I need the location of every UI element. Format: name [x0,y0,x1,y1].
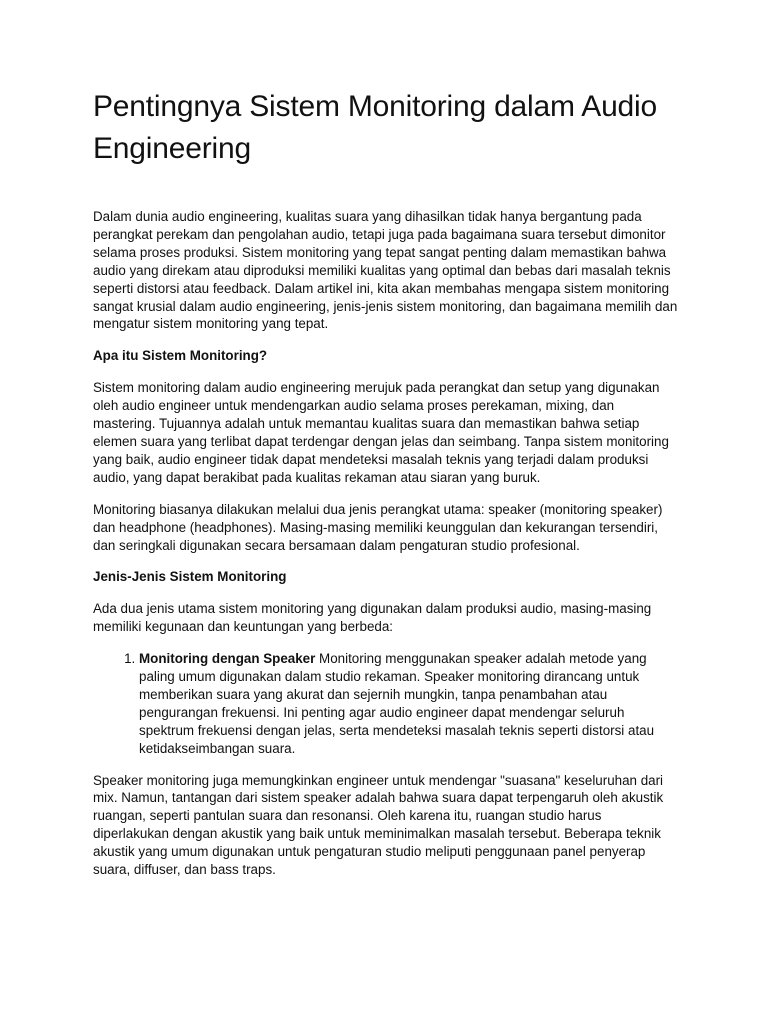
speaker-paragraph: Speaker monitoring juga memungkinkan engineer untuk mendengar "suasana" keseluruhan dari mix. Namun, tantangan dari sistem speaker adalah bahwa suara dapat terpengaruh oleh akustik ruangan, seperti pantulan suara dan resonansi. Oleh karena itu, ruangan studio harus diperlakukan dengan akustik yang baik untuk meminimalkan masalah tersebut. Beberapa teknik akustik yang umum digunakan untuk pengaturan studio meliputi penggunaan panel penyerap suara, diffuser, dan bass traps. [93,772,664,878]
what-paragraph-1: Sistem monitoring dalam audio engineering merujuk pada perangkat dan setup yang digunakan oleh audio engineer untuk mendengarkan audio selama proses perekaman, mixing, dan mastering. Tujuannya adalah untuk memantau kualitas suara dan memastikan bahwa setiap elemen suara yang terlibat dapat terdengar dengan jelas dan seimbang. Tanpa sistem monitoring yang baik, audio engineer tidak dapat mendeteksi masalah teknis yang terjadi dalam produksi audio, yang dapat berakibat pada kualitas rekaman atau siaran yang buruk. [93,380,669,485]
section-heading-types: Jenis-Jenis Sistem Monitoring [93,569,287,585]
document-page [93,0,678,879]
list-item-term: Monitoring dengan Speaker [139,651,316,667]
what-paragraph-2: Monitoring biasanya dilakukan melalui dua jenis perangkat utama: speaker (monitoring speaker) dan headphone (headphones). Masing-masing memiliki keunggulan dan kekurangan tersendiri, dan seringkali digunakan secara bersamaan dalam pengaturan studio profesional. [93,501,663,553]
section-heading-what: Apa itu Sistem Monitoring? [93,348,268,364]
list-item-text: Monitoring menggunakan speaker adalah metode yang paling umum digunakan dalam studio rekaman. Speaker monitoring dirancang untuk memberikan suara yang akurat dan sejernih mungkin, tanpa penambahan atau pengurangan frekuensi. Ini penting agar audio engineer dapat mendengar seluruh spektrum frekuensi dengan jelas, serta mendeteksi masalah teknis seperti distorsi atau ketidakseimbangan suara. [139,651,655,756]
types-paragraph-1: Ada dua jenis utama sistem monitoring yang digunakan dalam produksi audio, masing-masing memiliki kegunaan dan keuntungan yang berbeda: [93,601,652,635]
document-title: Pentingnya Sistem Monitoring dalam Audio Engineering [93,90,657,165]
intro-paragraph: Dalam dunia audio engineering, kualitas suara yang dihasilkan tidak hanya bergantung pada perangkat perekam dan pengolahan audio, tetapi juga pada bagaimana suara tersebut dimonitor selama proses produksi. Sistem monitoring yang tepat sangat penting dalam memastikan bahwa audio yang direkam atau diproduksi memiliki kualitas yang optimal dan bebas dari masalah teknis seperti distorsi atau feedback. Dalam artikel ini, kita akan membahas mengapa sistem monitoring sangat krusial dalam audio engineering, jenis-jenis sistem monitoring, dan bagaimana memilih dan mengatur sistem monitoring yang tepat. [93,209,678,332]
list-item [139,650,678,757]
monitoring-types-list [93,650,678,757]
